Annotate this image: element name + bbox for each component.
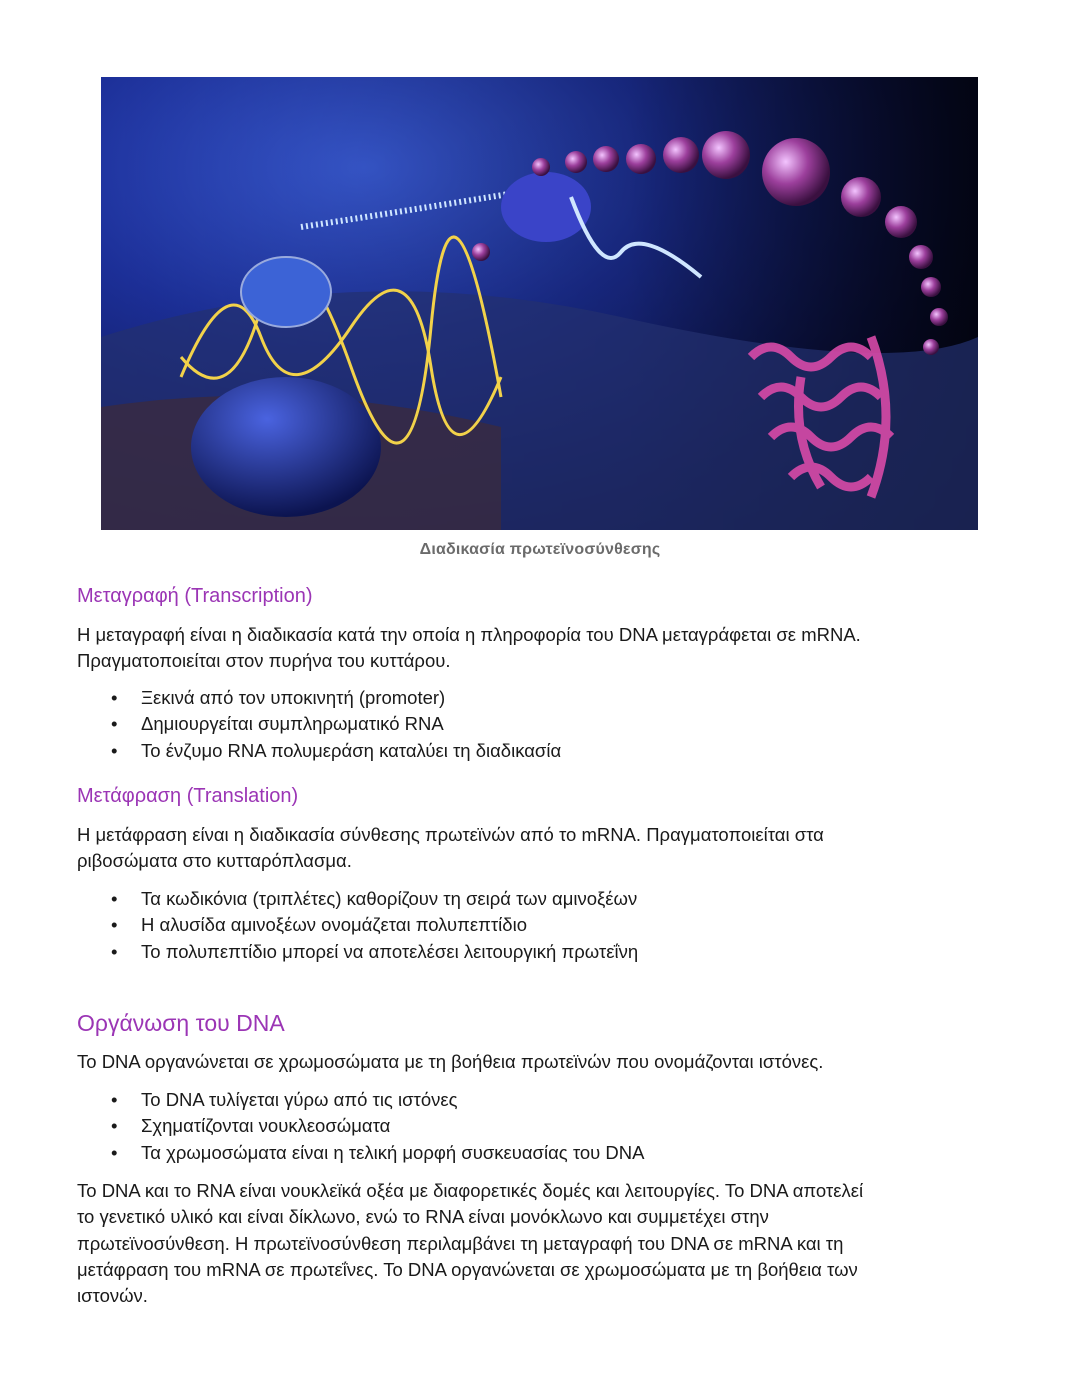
paragraph-line: Η μεταγραφή είναι η διαδικασία κατά την οποία η πληροφορία του DNA μεταγράφεται σε mRNA.: [77, 624, 861, 645]
translation-bullets: [77, 886, 638, 965]
list-item: • Ξεκινά από τον υποκινητή (promoter): [77, 685, 561, 711]
organization-paragraph: Το DNA οργανώνεται σε χρωμοσώματα με τη βοήθεια πρωτεϊνών που ονομάζονται ιστόνες.: [77, 1051, 824, 1072]
paragraph-line: πρωτεϊνοσύνθεση. Η πρωτεϊνοσύνθεση περιλαμβάνει τη μεταγραφή του DNA σε mRNA και τη: [77, 1232, 844, 1254]
list-item: • Το πολυπεπτίδιο μπορεί να αποτελέσει λειτουργική πρωτεΐνη: [77, 939, 638, 965]
paragraph-line: Το DNA και το RNA είναι νουκλεϊκά οξέα με διαφορετικές δομές και λειτουργίες. Το DNA αποτελεί: [77, 1180, 864, 1201]
heading-dna-organization: Οργάνωση του DNA: [77, 1010, 285, 1036]
figure-caption: Διαδικασία πρωτεϊνοσύνθεσης: [419, 541, 661, 558]
translation-paragraph: [77, 822, 1007, 875]
paragraph-line: Πραγματοποιείται στον πυρήνα του κυττάρου.: [77, 650, 451, 672]
list-item: • Το ένζυμο RNA πολυμεράση καταλύει τη διαδικασία: [77, 738, 561, 764]
paragraph-line: ιστονών.: [77, 1285, 148, 1307]
paragraph-line: το γενετικό υλικό και είναι δίκλωνο, ενώ το RNA είναι μονόκλωνο και συμμετέχει στην: [77, 1206, 769, 1228]
organization-bullets: [77, 1087, 645, 1166]
protein-synthesis-illustration: [101, 77, 978, 530]
paragraph-line: ριβοσώματα στο κυτταρόπλασμα.: [77, 850, 352, 872]
list-item: • Δημιουργείται συμπληρωματικό RNA: [77, 711, 561, 737]
paragraph-line: μετάφραση του mRNA σε πρωτεΐνες. Το DNA οργανώνεται σε χρωμοσώματα με τη βοήθεια των: [77, 1258, 858, 1280]
list-item: • Τα χρωμοσώματα είναι η τελική μορφή συσκευασίας του DNA: [77, 1140, 645, 1166]
paragraph-line: Η μετάφραση είναι η διαδικασία σύνθεσης πρωτεϊνών από το mRNA. Πραγματοποιείται στα: [77, 824, 824, 845]
list-item: • Το DNA τυλίγεται γύρω από τις ιστόνες: [77, 1087, 645, 1113]
transcription-paragraph: [77, 622, 1007, 675]
list-item: • Η αλυσίδα αμινοξέων ονομάζεται πολυπεπτίδιο: [77, 912, 638, 938]
illustration-graphic: [101, 77, 978, 530]
heading-translation: Μετάφραση (Translation): [77, 785, 299, 807]
transcription-bullets: [77, 685, 561, 764]
list-item: • Τα κωδικόνια (τριπλέτες) καθορίζουν τη σειρά των αμινοξέων: [77, 886, 638, 912]
list-item: • Σχηματίζονται νουκλεοσώματα: [77, 1113, 645, 1139]
summary-paragraph: [77, 1178, 1007, 1309]
heading-transcription: Μεταγραφή (Transcription): [77, 585, 313, 607]
